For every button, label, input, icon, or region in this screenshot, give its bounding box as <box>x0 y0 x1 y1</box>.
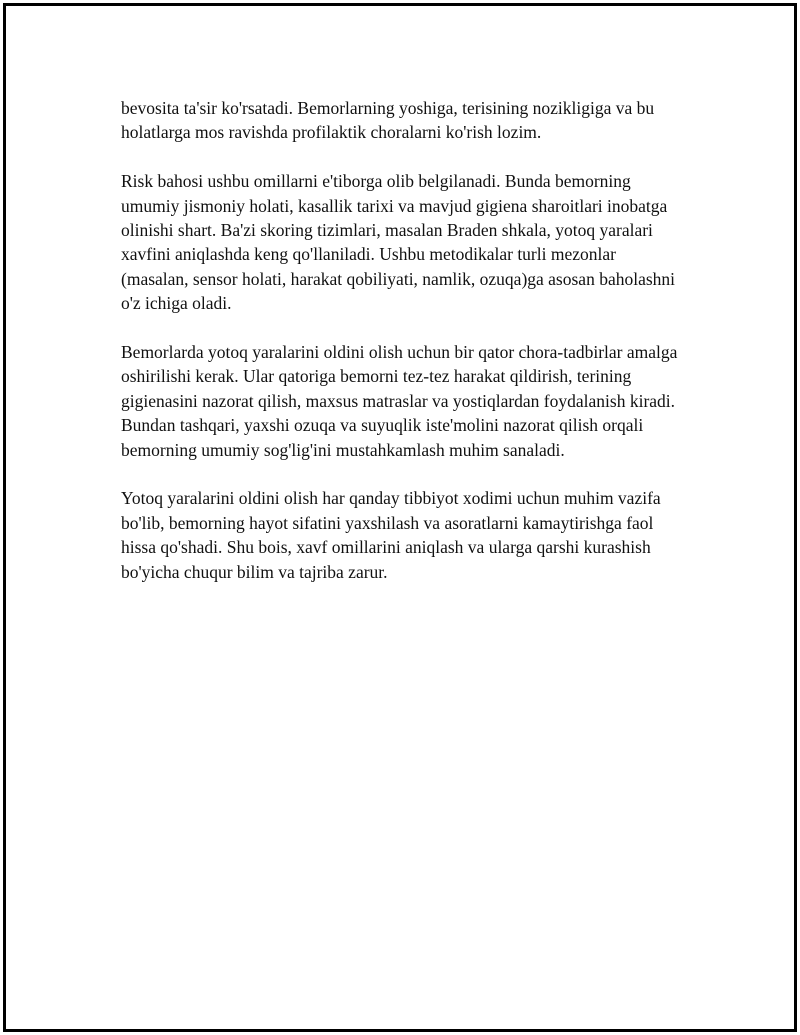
document-page <box>3 3 797 1032</box>
paragraph: Risk bahosi ushbu omillarni e'tiborga olib belgilanadi. Bunda bemorning umumiy jismoniy holati, kasallik tarixi va mavjud gigiena sharoitlari inobatga olinishi shart. Ba'zi skoring tizimlari, masalan Braden shkala, yotoq yaralari xavfini aniqlashda keng qo'llaniladi. Ushbu metodikalar turli mezonlar (masalan, sensor holati, harakat qobiliyati, namlik, ozuqa)ga asosan baholashni o'z ichiga oladi. <box>121 171 676 314</box>
paragraph: Yotoq yaralarini oldini olish har qanday tibbiyot xodimi uchun muhim vazifa bo'lib, bemorning hayot sifatini yaxshilash va asoratlarni kamaytirishga faol hissa qo'shadi. Shu bois, xavf omillarini aniqlash va ularga qarshi kurashish bo'yicha chuqur bilim va tajriba zarur. <box>121 488 661 582</box>
paragraph: Bemorlarda yotoq yaralarini oldini olish uchun bir qator chora-tadbirlar amalga oshirilishi kerak. Ular qatoriga bemorni tez-tez harakat qildirish, terining gigienasini nazorat qilish, maxsus matraslar va yostiqlardan foydalanish kiradi. Bundan tashqari, yaxshi ozuqa va suyuqlik iste'molini nazorat qilish orqali bemorning umumiy sog'lig'ini mustahkamlash muhim sanaladi. <box>121 342 678 460</box>
document-body <box>121 96 681 608</box>
paragraph: bevosita ta'sir ko'rsatadi. Bemorlarning yoshiga, terisining nozikligiga va bu holatlarga mos ravishda profilaktik choralarni ko'rish lozim. <box>121 98 655 143</box>
